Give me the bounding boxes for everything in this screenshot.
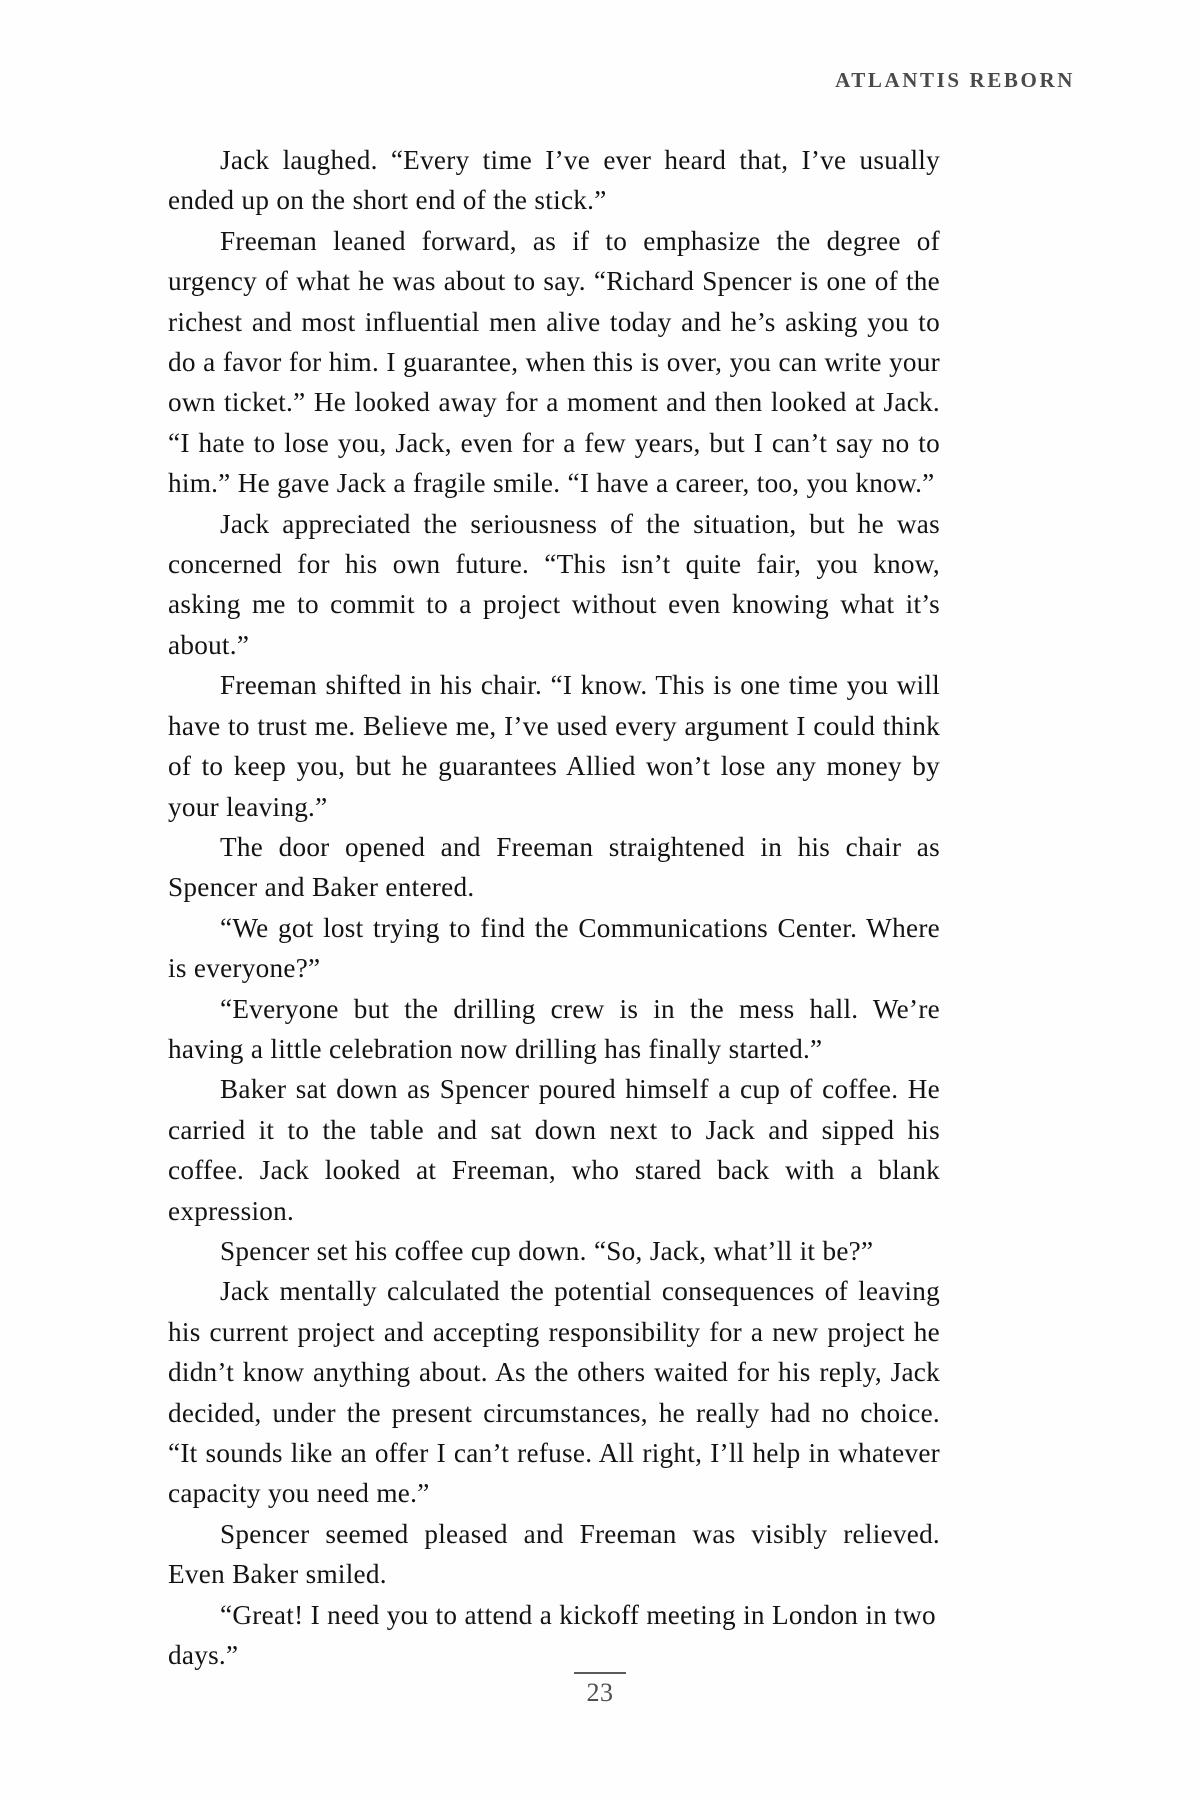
running-header: ATLANTIS REBORN	[835, 68, 1075, 92]
paragraph: Jack mentally calculated the potential consequences of leaving his current project and accepting responsibility for a new project he didn’t know anything about. As the others waited for his reply, Jack decided, under the present circumstances, he really had no choice. “It sounds like an offer I can’t refuse. All right, I’ll help in whatever capacity you need me.”	[168, 1276, 940, 1509]
paragraph: “Everyone but the drilling crew is in the mess hall. We’re having a little celebration now drilling has finally started.”	[168, 993, 940, 1064]
paragraph: “We got lost trying to find the Communications Center. Where is everyone?”	[168, 912, 940, 984]
paragraph: Freeman leaned forward, as if to emphasize the degree of urgency of what he was about to say. “Richard Spencer is one of the richest and most influential men alive today and he’s asking you to do a favor for him. I guarantee, when this is over, you can write your own ticket.” He looked away for a moment and then looked at Jack. “I hate to lose you, Jack, even for a few years, but I can’t say no to him.” He gave Jack a fragile smile. “I have a career, too, you know.”	[168, 225, 940, 499]
paragraph: Spencer seemed pleased and Freeman was visibly relieved. Even Baker smiled.	[168, 1518, 940, 1590]
paragraph: Jack appreciated the seriousness of the situation, but he was concerned for his own future. “This isn’t quite fair, you know, asking me to commit to a project without even knowing what it’s about.”	[168, 508, 940, 660]
paragraph: Baker sat down as Spencer poured himself a cup of coffee. He carried it to the table and sat down next to Jack and sipped his coffee. Jack looked at Freeman, who stared back with a blank expression.	[168, 1074, 940, 1226]
page-number: 23	[586, 1678, 614, 1707]
page-folio	[0, 1672, 1200, 1708]
body-text-block	[168, 140, 940, 1675]
paragraph: “Great! I need you to attend a kickoff meeting in London in two days.”	[168, 1599, 936, 1671]
paragraph: Jack laughed. “Every time I’ve ever heard that, I’ve usually ended up on the short end of the stick.”	[168, 145, 940, 216]
paragraph: The door opened and Freeman straightened in his chair as Spencer and Baker entered.	[168, 831, 940, 903]
folio-rule	[574, 1672, 626, 1674]
paragraph: Spencer set his coffee cup down. “So, Jack, what’ll it be?”	[220, 1235, 874, 1266]
paragraph: Freeman shifted in his chair. “I know. This is one time you will have to trust me. Believe me, I’ve used every argument I could think of to keep you, but he guarantees Allied won’t lose any money by your leaving.”	[168, 670, 940, 822]
